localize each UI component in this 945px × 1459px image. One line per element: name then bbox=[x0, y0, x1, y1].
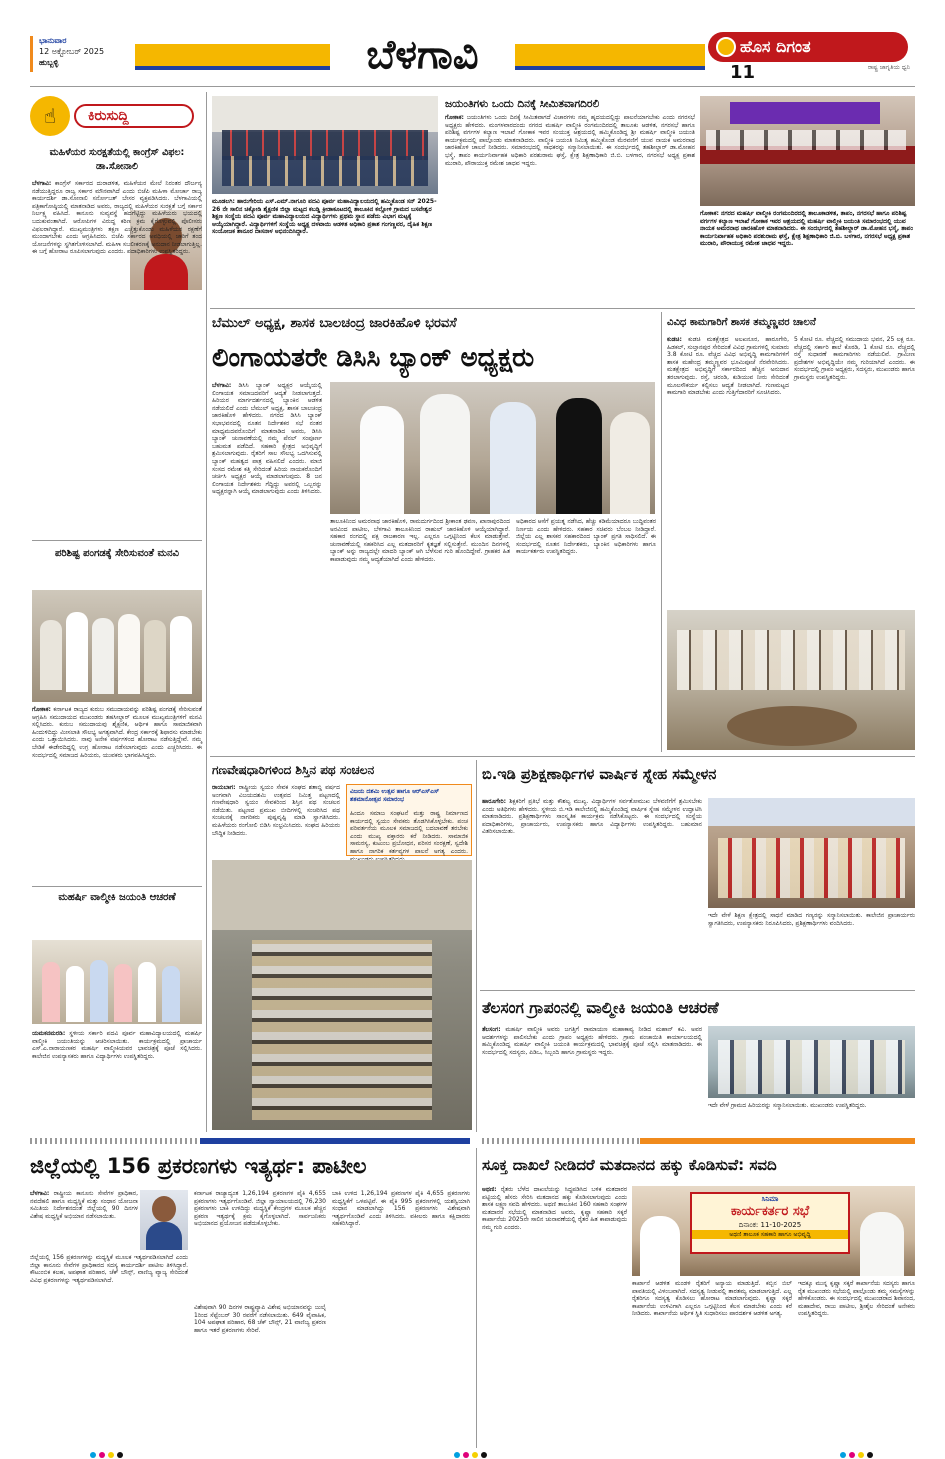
lead-text-col2: ತಾಲೂಕಿನಿಂದ ಅಮರನಾಥ ಜಾರಕಿಹೊಳಿ, ರಾಮದುರ್ಗದಿಂದ ಶ್ರೀಕಾಂತ ಢವಣ, ಖಾನಾಪುರದಿಂದ ಅರವಿಂದ ಪಾಟೀಲ, ಬೆಳಗಾವಿ ತಾಲೂಕಿನಿಂದ ರಾಹುಲ್ ಜಾರಕಿಹೊಳಿ ಆಯ್ಕೆಯಾಗಿದ್ದಾರೆ. ಸಹಕಾರ ರಂಗದಲ್ಲಿ ಪಕ್ಷ ರಾಜಕಾರಣ ಇಲ್ಲ. ಎಲ್ಲರೂ ಒಗ್ಗಟ್ಟಿನಿಂದ ಕೆಲಸ ಮಾಡುತ್ತೇವೆ. ಚುನಾವಣೆಯಲ್ಲಿ ಸಹಕರಿಸಿದ ಎಲ್ಲ ಮತದಾರರಿಗೆ ಕೃತಜ್ಞತೆ ಸಲ್ಲಿಸುತ್ತೇನೆ. ಮುಂದಿನ ದಿನಗಳಲ್ಲಿ ಬ್ಯಾಂಕ್ ಅನ್ನು ರಾಜ್ಯದಲ್ಲೇ ಮಾದರಿ ಬ್ಯಾಂಕ್ ಆಗಿ ಬೆಳೆಸುವ ಗುರಿ ಹೊಂದಿದ್ದೇವೆ. ಗ್ರಾಹಕರ ಹಿತ ಕಾಪಾಡುವುದು ನಮ್ಮ ಆದ್ಯತೆಯಾಗಿದೆ ಎಂದು ಹೇಳಿದರು. bbox=[330, 518, 510, 563]
masthead-bar-left bbox=[135, 44, 330, 66]
kiru-suddi-header bbox=[30, 96, 200, 138]
masthead-day: ಭಾನುವಾರ bbox=[39, 36, 67, 45]
rss-sidebox-title: ವಿಜಯ ದಶಮಿ ಉತ್ಸವ ಹಾಗೂ ಆರ್‌ಎಸ್‌ಎಸ್ ಶತಮಾನೋತ್ಸವ ಸಮಾರಂಭ bbox=[350, 788, 440, 803]
banner-board bbox=[690, 1192, 850, 1254]
masthead-date: 12 ಅಕ್ಟೋಬರ್ 2025 bbox=[39, 47, 105, 56]
sidebar-story3-body: ಸ್ಥಳೀಯ ಸರ್ಕಾರಿ ಪದವಿ ಪೂರ್ವ ಮಹಾವಿದ್ಯಾಲಯದಲ್ಲಿ ಮಹರ್ಷಿ ವಾಲ್ಮೀಕಿ ಜಯಂತಿಯನ್ನು ಆಚರಿಸಲಾಯಿತು. ಕಾರ್ಯಕ್ರಮದಲ್ಲಿ ಪ್ರಾಚಾರ್ಯ ಎಸ್.ಎ.ನಾರಾಯಣಕರ ಮಹರ್ಷಿ ವಾಲ್ಮೀಕಿಯವರ ಭಾವಚಿತ್ರಕ್ಕೆ ಪೂಜೆ ಸಲ್ಲಿಸಿದರು. ಕಾಲೇಜಿನ ಉಪನ್ಯಾಸಕರು ಹಾಗೂ ವಿದ್ಯಾರ್ಥಿಗಳು ಉಪಸ್ಥಿತರಿದ್ದರು. bbox=[32, 1030, 202, 1060]
lead-kicker: ಬೆಮುಲ್ ಅಧ್ಯಕ್ಷ, ಶಾಸಕ ಬಾಲಚಂದ್ರ ಜಾರಕಿಹೊಳಿ ಭರವಸೆ bbox=[212, 316, 457, 331]
sidebar-divider-1 bbox=[32, 540, 202, 541]
jayanti-body: ಜಯಂತಿಗಳು ಒಂದು ದಿನಕ್ಕೆ ಸೀಮಿತವಾಗದೆ ವಿಚಾರಗಳು ನಮ್ಮ ಹೃದಯದಲ್ಲಿದ್ದು ಪಾಲನೆಯಾಗಬೇಕು ಎಂದು ನಗರಸಭೆ ಅಧ್ಯಕ್ಷರು ಹೇಳಿದರು. ಮಂಗಳವಾರದಂದು ನಗರದ ಮಹರ್ಷಿ ವಾಲ್ಮೀಕಿ ರಂಗಮಂದಿರದಲ್ಲಿ ತಾಲೂಕು ಆಡಳಿತ, ನಗರಸಭೆ ಹಾಗೂ ಪರಿಶಿಷ್ಟ ವರ್ಗಗಳ ಕಲ್ಯಾಣ ಇಲಾಖೆ ಗೋಕಾಕ ಇವರ ಸಂಯುಕ್ತ ಆಶ್ರಯದಲ್ಲಿ ಹಮ್ಮಿಕೊಂಡಿದ್ದ ಶ್ರೀ ಮಹರ್ಷಿ ವಾಲ್ಮೀಕಿ ಜಯಂತಿ ಕಾರ್ಯಕ್ರಮದಲ್ಲಿ ಪಾಲ್ಗೊಂಡು ಮಾತನಾಡಿದರು. ವಾಲ್ಮೀಕಿ ಜಯಂತಿ ನಿಮಿತ್ಯ ಹಮ್ಮಿಕೊಂಡ ಮೆರವಣಿಗೆ ಯುವ ನಾಯಕ ಅಮರನಾಥ ಜಾರಕಿಹೊಳಿ ಚಾಲನೆ ನೀಡಿದರು. ಸಮಾರಂಭದಲ್ಲಿ ಸಾಧಕರನ್ನು ಸನ್ಮಾನಿಸಲಾಯಿತು. ಈ ಸಂದರ್ಭದಲ್ಲಿ ತಹಶೀಲ್ದಾರ್ ಡಾ.ಮೋಹನ ಭಸ್ಮೆ, ತಾಪಂ ಕಾರ್ಯನಿರ್ವಾಹಕ ಅಧಿಕಾರಿ ಪರಶುರಾಮ ಘಸ್ತೆ, ಕ್ಷೇತ್ರ ಶಿಕ್ಷಣಾಧಿಕಾರಿ ಜಿ.ಬಿ. ಬಳಗಾರ, ನಗರಸಭೆ ಅಧ್ಯಕ್ಷ ಪ್ರಕಾಶ ಮುರಾರಿ, ಪೌರಾಯುಕ್ತ ರಮೇಶ ಜಾಧವ ಇದ್ದರು. bbox=[445, 114, 695, 167]
sidebar-story3-dateline: ಯಮಕನಮರಡಿ: bbox=[32, 1030, 66, 1037]
page-number: 11 bbox=[730, 62, 756, 83]
jayanti-stage-photo bbox=[700, 96, 915, 206]
telsang-caption: ಇದೇ ವೇಳೆ ಗ್ರಾಮದ ಹಿರಿಯರನ್ನು ಸನ್ಮಾನಿಸಲಾಯಿತು. ಮುಖಂಡರು ಉಪಸ್ಥಿತರಿದ್ದರು. bbox=[708, 1102, 867, 1109]
brand-emblem-icon bbox=[716, 37, 736, 57]
brand-logo bbox=[708, 32, 908, 62]
lead-works-rule bbox=[661, 312, 662, 752]
lead-body-1: ಡಿಸಿಸಿ ಬ್ಯಾಂಕ್ ಅಧ್ಯಕ್ಷರ ಆಯ್ಕೆಯಲ್ಲಿ ಲಿಂಗಾಯತ ಸಮಾಜದವರಿಗೆ ಆದ್ಯತೆ ನೀಡಲಾಗುತ್ತದೆ. ಹಿರಿಯರ ಮಾರ್ಗದರ್ಶನದಲ್ಲಿ ಬ್ಯಾಂಕಿನ ಆಡಳಿತ ನಡೆಯಲಿದೆ ಎಂದು ಬೆಮುಲ್ ಅಧ್ಯಕ್ಷ, ಶಾಸಕ ಬಾಲಚಂದ್ರ ಜಾರಕಿಹೊಳಿ ಹೇಳಿದರು. ನಗರದ ಡಿಸಿಸಿ ಬ್ಯಾಂಕ್ ಸಭಾಭವನದಲ್ಲಿ ನೂತನ ನಿರ್ದೇಶಕರ ಸಭೆ ನಂತರ ಮಾಧ್ಯಮದವರೊಂದಿಗೆ ಮಾತನಾಡಿದ ಅವರು, ಡಿಸಿಸಿ ಬ್ಯಾಂಕ್ ಚುನಾವಣೆಯಲ್ಲಿ ನಮ್ಮ ಪೆನಲ್ ಸಂಪೂರ್ಣ ಬಹುಮತ ಪಡೆದಿದೆ. ಸಹಕಾರಿ ಕ್ಷೇತ್ರದ ಅಭಿವೃದ್ಧಿಗೆ ಶ್ರಮಿಸಲಾಗುವುದು. ರೈತರಿಗೆ ಸಾಲ ಸೌಲಭ್ಯ ಒದಗಿಸುವಲ್ಲಿ ಬ್ಯಾಂಕ್ ಮಹತ್ವದ ಪಾತ್ರ ವಹಿಸಲಿದೆ ಎಂದರು. ಮಾಜಿ ಸಂಸದ ರಮೇಶ ಕತ್ತಿ ಸೇರಿದಂತೆ ಹಿರಿಯ ನಾಯಕರೊಂದಿಗೆ ಚರ್ಚಿಸಿ ಅಧ್ಯಕ್ಷರ ಆಯ್ಕೆ ಮಾಡಲಾಗುವುದು. 8 ಜನ ಲಿಂಗಾಯತ ನಿರ್ದೇಶಕರು ಗೆದ್ದಿದ್ದು ಅವರಲ್ಲಿ ಒಬ್ಬರನ್ನು ಅಧ್ಯಕ್ಷರನ್ನಾಗಿ ಆಯ್ಕೆ ಮಾಡಲಾಗುವುದು ಎಂದು ತಿಳಿಸಿದರು. bbox=[212, 382, 322, 496]
bottom-strip-right-accent bbox=[640, 1138, 915, 1144]
works-headline: ವಿವಿಧ ಕಾಮಗಾರಿಗೆ ಶಾಸಕ ತಮ್ಮಣ್ಣವರ ಚಾಲನೆ bbox=[667, 317, 816, 328]
bed-text bbox=[482, 798, 702, 988]
jayanti-text bbox=[445, 114, 695, 304]
sidebar-story3-headline: ಮಹರ್ಷಿ ವಾಲ್ಮೀಕಿ ಜಯಂತಿ ಆಚರಣೆ bbox=[58, 892, 176, 903]
sidebar-story2-text bbox=[32, 706, 202, 876]
print-registration-dots-center bbox=[454, 1452, 487, 1458]
works-photo bbox=[667, 610, 915, 750]
jayanti-dateline: ಗೋಕಾಕ: bbox=[445, 114, 464, 121]
masthead-city: ಹುಬ್ಬಳ್ಳಿ bbox=[39, 58, 59, 67]
bottom-right-headline: ಸೂಕ್ತ ದಾಖಲೆ ನೀಡಿದರೆ ಮತದಾನದ ಹಕ್ಕು ಕೊಡಿಸುವೆ: ಸವದಿ bbox=[482, 1156, 777, 1174]
bottom-left-col1-bottom: ಜಿಲ್ಲೆಯಲ್ಲಿ 156 ಪ್ರಕರಣಗಳನ್ನು ಮಧ್ಯಸ್ಥಿಕೆ ಮೂಲಕ ಇತ್ಯರ್ಥಪಡಿಸಲಾಗಿದೆ ಎಂದು ಜಿಲ್ಲಾ ಕಾನೂನು ಸೇವೆಗಳ ಪ್ರಾಧಿಕಾರದ ಸದಸ್ಯ ಕಾರ್ಯದರ್ಶಿ ಪಾಟೀಲ ತಿಳಿಸಿದ್ದಾರೆ. ಕೌಟುಂಬಿಕ ಕಲಹ, ಅಪಘಾತ ಪರಿಹಾರ, ಚೆಕ್ ಬೌನ್ಸ್, ವಾಣಿಜ್ಯ ವ್ಯಾಜ್ಯ ಸೇರಿದಂತೆ ವಿವಿಧ ಪ್ರಕರಣಗಳನ್ನು ಇತ್ಯರ್ಥಪಡಿಸಲಾಗಿದೆ. bbox=[30, 1254, 188, 1284]
bottom-left-dateline: ಬೆಳಗಾವಿ: bbox=[30, 1190, 50, 1197]
works-dateline: ಕುಡಚಿ: bbox=[667, 336, 682, 343]
bottom-left-col3: ಬಾಕಿ ಉಳಿದ 1,26,194 ಪ್ರಕರಣಗಳ ಪೈಕಿ 4,655 ಪ್ರಕರಣಗಳು ಮಧ್ಯಸ್ಥಿಕೆಗೆ ಒಳಪಟ್ಟಿವೆ. ಈ ಪೈಕಿ 995 ಪ್ರಕರಣಗಳಲ್ಲಿ ಯಶಸ್ವಿಯಾಗಿ ಸಂಧಾನ ಮಾಡಲಾಗಿದ್ದು 156 ಪ್ರಕರಣಗಳು ವಿಶೇಷವಾಗಿ ಇತ್ಯರ್ಥಗೊಂಡಿವೆ ಎಂದು ತಿಳಿಸಿದರು. ವಕೀಲರು ಹಾಗೂ ಕಕ್ಷಿದಾರರು ಸಹಕರಿಸಿದ್ದಾರೆ. bbox=[332, 1190, 470, 1228]
masthead bbox=[0, 0, 945, 88]
kabaddi-team-photo bbox=[212, 96, 438, 194]
bed-caption: ಇದೇ ವೇಳೆ ಶಿಕ್ಷಣ ಕ್ಷೇತ್ರದಲ್ಲಿ ಸಾಧನೆ ಮಾಡಿದ ಗಣ್ಯರನ್ನು ಸನ್ಮಾನಿಸಲಾಯಿತು. ಕಾಲೇಜಿನ ಪ್ರಾಚಾರ್ಯರು ಸ್ವಾಗತಿಸಿದರು, ಉಪನ್ಯಾಸಕರು ನಿರೂಪಿಸಿದರು, ಪ್ರಶಿಕ್ಷಣಾರ್ಥಿಗಳು ವಂದಿಸಿದರು. bbox=[708, 912, 915, 927]
banner-date-text: ದಿನಾಂಕ: 11-10-2025 bbox=[738, 1221, 802, 1229]
bottom-strip-left-accent bbox=[200, 1138, 470, 1144]
rss-bed-rule bbox=[476, 760, 477, 1132]
bottom-right-dateline: ಅಥಣಿ: bbox=[482, 1186, 497, 1193]
telsang-headline: ತೆಲಸಂಗ ಗ್ರಾಪಂನಲ್ಲಿ ವಾಲ್ಮೀಕಿ ಜಯಂತಿ ಆಚರಣೆ bbox=[482, 999, 719, 1017]
section-title: ಬೆಳಗಾವಿ bbox=[366, 32, 479, 78]
kiru-suddi-title: ಕಿರುಸುದ್ದಿ bbox=[88, 108, 129, 124]
works-text-col2: 5 ಕೋಟಿ ರೂ. ವೆಚ್ಚದಲ್ಲಿ ಸಮುದಾಯ ಭವನ, 25 ಲಕ್ಷ ರೂ. ವೆಚ್ಚದಲ್ಲಿ ಸರ್ಕಾರಿ ಶಾಲೆ ಕೊಠಡಿ, 1 ಕೋಟಿ ರೂ. ವೆಚ್ಚದಲ್ಲಿ ರಸ್ತೆ ಸುಧಾರಣೆ ಕಾಮಗಾರಿಗಳು ನಡೆಯಲಿವೆ. ಗ್ರಾಮೀಣ ಪ್ರದೇಶಗಳ ಅಭಿವೃದ್ಧಿಯೇ ನಮ್ಮ ಗುರಿಯಾಗಿದೆ ಎಂದರು. ಈ ಸಂದರ್ಭದಲ್ಲಿ ಗ್ರಾಪಂ ಅಧ್ಯಕ್ಷರು, ಸದಸ್ಯರು, ಮುಖಂಡರು ಹಾಗೂ ಗ್ರಾಮಸ್ಥರು ಉಪಸ್ಥಿತರಿದ್ದರು. bbox=[794, 336, 915, 381]
rss-sidebox bbox=[346, 784, 472, 856]
brand-name: ಹೊಸ ದಿಗಂತ bbox=[740, 37, 811, 56]
banner-foot-text: ಅಥಣಿ ತಾಲೂಕ ಸಹಕಾರಿ ಹಾಗೂ ಅಭಿವೃದ್ಧಿ bbox=[692, 1230, 848, 1239]
bed-telsang-divider bbox=[480, 990, 915, 991]
masthead-divider bbox=[30, 86, 915, 87]
top-row-divider bbox=[210, 308, 915, 309]
sidebar-story1-dateline: ಬೆಳಗಾವಿ: bbox=[32, 180, 52, 187]
sidebar-story1-headline: ಮಹಿಳೆಯರ ಸುರಕ್ಷತೆಯಲ್ಲಿ ಕಾಂಗ್ರೆಸ್ ವಿಫಲ: ಡಾ.ಸೋನಾಲಿ bbox=[49, 147, 185, 172]
lead-text-col1 bbox=[212, 382, 322, 714]
savadi-meeting-photo bbox=[632, 1186, 915, 1276]
banner-top-text: ಸಿನಿಮಾ bbox=[761, 1195, 779, 1203]
rss-dateline: ರಾಯಬಾಗ: bbox=[212, 784, 236, 791]
sidebar-story2-photo bbox=[32, 590, 202, 702]
bottom-right-body-1: ರೈತರು ಬೆಳೆದ ದಾಖಲೆಯನ್ನು ಸಿದ್ಧಪಡಿಸಿದ ಬಳಿಕ ಮತದಾರರ ಪಟ್ಟಿಯಲ್ಲಿ ಹೆಸರು ಸೇರಿಸಿ ಮತದಾನದ ಹಕ್ಕು ಕೊಡಿಸಲಾಗುವುದು ಎಂದು ಶಾಸಕ ಲಕ್ಷ್ಮಣ ಸವದಿ ಹೇಳಿದರು. ಅಥಣಿ ತಾಲೂಕಿನ 160 ಸಹಕಾರಿ ಸಂಘಗಳ ಮತದಾರರ ಸಭೆಯಲ್ಲಿ ಮಾತನಾಡಿದ ಅವರು, ಕೃಷ್ಣಾ ಸಹಕಾರಿ ಸಕ್ಕರೆ ಕಾರ್ಖಾನೆಯ 2025ನೇ ಸಾಲಿನ ಚುನಾವಣೆಯಲ್ಲಿ ರೈತರ ಹಿತ ಕಾಪಾಡುವುದು ನಮ್ಮ ಗುರಿ ಎಂದರು. bbox=[482, 1186, 627, 1231]
bed-headline: ಬಿ.ಇಡಿ ಪ್ರಶಿಕ್ಷಣಾರ್ಥಿಗಳ ವಾರ್ಷಿಕ ಸ್ನೇಹ ಸಮ್ಮೇಳನ bbox=[482, 767, 717, 783]
patil-portrait bbox=[140, 1190, 188, 1250]
rss-march-photo bbox=[212, 860, 472, 1130]
mid-row-divider bbox=[210, 756, 915, 757]
bottom-left-headline: ಜಿಲ್ಲೆಯಲ್ಲಿ 156 ಪ್ರಕರಣಗಳು ಇತ್ಯರ್ಥ: ಪಾಟೀಲ bbox=[30, 1154, 367, 1178]
rss-headline: ಗಣವೇಷಧಾರಿಗಳಿಂದ ಶಿಸ್ತಿನ ಪಥ ಸಂಚಲನ bbox=[212, 763, 375, 777]
rss-sidebox-body: ಹಿಂದೂ ಸಮಾಜ ಸಂಘಟನೆ ಮತ್ತು ರಾಷ್ಟ್ರ ನಿರ್ಮಾಣದ ಕಾರ್ಯದಲ್ಲಿ ಸ್ವಯಂ ಸೇವಕರು ತೊಡಗಿಸಿಕೊಳ್ಳಬೇಕು. ಪಂಚ ಪರಿವರ್ತನೆಯ ಮೂಲಕ ಸಮಾಜದಲ್ಲಿ ಬದಲಾವಣೆ ತರಬೇಕು ಎಂದು ಮುಖ್ಯ ವಕ್ತಾರರು ಕರೆ ನೀಡಿದರು. ಸಾಮಾಜಿಕ ಸಾಮರಸ್ಯ, ಕುಟುಂಬ ಪ್ರಬೋಧನ, ಪರಿಸರ ಸಂರಕ್ಷಣೆ, ಸ್ವದೇಶಿ ಹಾಗೂ ನಾಗರಿಕ ಕರ್ತವ್ಯಗಳ ಪಾಲನೆ ಅಗತ್ಯ ಎಂದರು. bbox=[350, 810, 468, 855]
bottom-left-col2: ಕರ್ನಾಟಕ ರಾಜ್ಯಾದ್ಯಂತ 1,26,194 ಪ್ರಕರಣಗಳ ಪೈಕಿ 4,655 ಪ್ರಕರಣಗಳು ಇತ್ಯರ್ಥಗೊಂಡಿವೆ. ಜಿಲ್ಲಾ ನ್ಯಾಯಾಲಯದಲ್ಲಿ 76,230 ಪ್ರಕರಣಗಳು ಬಾಕಿ ಉಳಿದಿದ್ದು ಮಧ್ಯಸ್ಥಿಕೆ ಕೇಂದ್ರಗಳ ಮೂಲಕ ಹೆಚ್ಚಿನ ಪ್ರಕರಣ ಇತ್ಯರ್ಥಕ್ಕೆ ಕ್ರಮ ಕೈಗೊಳ್ಳಲಾಗಿದೆ. ಸಾರ್ವಜನಿಕರು ಅಭಿಯಾನದ ಪ್ರಯೋಜನ ಪಡೆದುಕೊಳ್ಳಬೇಕು. bbox=[194, 1190, 326, 1228]
masthead-bar-right-blue bbox=[515, 66, 705, 70]
sidebar-story2-body: ಕರ್ನಾಟಕ ರಾಜ್ಯದ ಕುರುಬ ಸಮುದಾಯವನ್ನು ಪರಿಶಿಷ್ಟ ಪಂಗಡಕ್ಕೆ ಸೇರಿಸುವಂತೆ ಆಗ್ರಹಿಸಿ ಸಮುದಾಯದ ಮುಖಂಡರು ತಹಸೀಲ್ದಾರ್ ಮೂಲಕ ಮುಖ್ಯಮಂತ್ರಿಗಳಿಗೆ ಮನವಿ ಸಲ್ಲಿಸಿದರು. ಕುರುಬ ಸಮುದಾಯವು ಶೈಕ್ಷಣಿಕ, ಆರ್ಥಿಕ ಹಾಗೂ ಸಾಮಾಜಿಕವಾಗಿ ಹಿಂದುಳಿದಿದ್ದು ಮೀಸಲಾತಿ ಸೌಲಭ್ಯ ಅಗತ್ಯವಾಗಿದೆ. ಕೇಂದ್ರ ಸರ್ಕಾರಕ್ಕೆ ಶಿಫಾರಸು ಮಾಡಬೇಕು ಎಂದು ಒತ್ತಾಯಿಸಿದರು. ನಾವು ಅನೇಕ ವರ್ಷಗಳಿಂದ ಹೋರಾಟ ನಡೆಸುತ್ತಿದ್ದೇವೆ. ನಮ್ಮ ಬೇಡಿಕೆ ಈಡೇರದಿದ್ದಲ್ಲಿ ಉಗ್ರ ಹೋರಾಟ ನಡೆಸಲಾಗುವುದು ಎಂದು ಎಚ್ಚರಿಸಿದರು. ಈ ಸಂದರ್ಭದಲ್ಲಿ ಸಮಾಜದ ಹಿರಿಯರು, ಯುವಕರು ಭಾಗವಹಿಸಿದ್ದರು. bbox=[32, 706, 202, 759]
sidebar-story2-dateline: ಗೋಕಾಕ: bbox=[32, 706, 51, 713]
print-registration-dots-left bbox=[90, 1452, 123, 1458]
jayanti-headline: ಜಯಂತಿಗಳು ಒಂದು ದಿನಕ್ಕೆ ಸೀಮಿತವಾಗದಿರಲಿ bbox=[445, 98, 600, 110]
telsang-dateline: ತೆಲಸಂಗ: bbox=[482, 1026, 501, 1033]
bottom-vertical-rule bbox=[476, 1148, 477, 1448]
lead-headline: ಲಿಂಗಾಯತರೇ ಡಿಸಿಸಿ ಬ್ಯಾಂಕ್ ಅಧ್ಯಕ್ಷರು bbox=[212, 343, 535, 373]
lead-text-col3: ಅಧಿಕಾರದ ಆಸೆಗೆ ಪ್ರಯತ್ನ ನಡೆಸಿದ, ಹೆಚ್ಚು ಕಡಿಮೆಯಾದರೂ ಬುದ್ಧಿವಂತರ ನಿರ್ಣಯ ಎಂದು ಹೇಳಿದರು. ಸಹಕಾರ ಸಚಿವರು ಬೆಂಬಲ ನೀಡಿದ್ದಾರೆ. ಜಿಲ್ಲೆಯ ಎಲ್ಲ ಶಾಸಕರ ಸಹಕಾರದಿಂದ ಬ್ಯಾಂಕ್ ಪ್ರಗತಿ ಸಾಧಿಸಲಿದೆ. ಈ ಸಂದರ್ಭದಲ್ಲಿ ನೂತನ ನಿರ್ದೇಶಕರು, ಬ್ಯಾಂಕಿನ ಅಧಿಕಾರಿಗಳು ಹಾಗೂ ಕಾರ್ಯಕರ್ತರು ಉಪಸ್ಥಿತರಿದ್ದರು. bbox=[516, 518, 656, 556]
masthead-date-block bbox=[30, 36, 130, 72]
bottom-right-col2: ಕಾರ್ಖಾನೆ ಆಡಳಿತ ಮಂಡಳಿ ರೈತರಿಗೆ ಅನ್ಯಾಯ ಮಾಡುತ್ತಿದೆ. ಕಬ್ಬಿನ ಬಿಲ್ ಪಾವತಿಯಲ್ಲಿ ವಿಳಂಬವಾಗಿದೆ. ಸದಸ್ಯತ್ವ ನೀಡುವಲ್ಲಿ ತಾರತಮ್ಯ ಮಾಡಲಾಗುತ್ತಿದೆ. ಎಲ್ಲ ರೈತರಿಗೂ ಸದಸ್ಯತ್ವ ಕೊಡಿಸಲು ಹೋರಾಟ ಮಾಡಲಾಗುವುದು. ಕೃಷ್ಣಾ ಸಕ್ಕರೆ ಕಾರ್ಖಾನೆಯ ಉಳಿವಿಗಾಗಿ ಎಲ್ಲರೂ ಒಗ್ಗಟ್ಟಿನಿಂದ ಕೆಲಸ ಮಾಡಬೇಕು ಎಂದು ಕರೆ ನೀಡಿದರು. ಕಾರ್ಖಾನೆಯ ಆರ್ಥಿಕ ಸ್ಥಿತಿ ಸುಧಾರಿಸಲು ಪಾರದರ್ಶಕ ಆಡಳಿತ ಅಗತ್ಯ. bbox=[632, 1280, 792, 1318]
sidebar-vertical-rule bbox=[206, 92, 207, 1132]
telsang-body: ಮಹರ್ಷಿ ವಾಲ್ಮೀಕಿ ಅವರು ಜಗತ್ತಿಗೆ ರಾಮಾಯಣ ಮಹಾಕಾವ್ಯ ನೀಡಿದ ಮಹಾನ್ ಕವಿ. ಅವರ ಆದರ್ಶಗಳನ್ನು ಪಾಲಿಸಬೇಕು ಎಂದು ಗ್ರಾಪಂ ಅಧ್ಯಕ್ಷರು ಹೇಳಿದರು. ಗ್ರಾಮ ಪಂಚಾಯಿತಿ ಕಾರ್ಯಾಲಯದಲ್ಲಿ ಹಮ್ಮಿಕೊಂಡಿದ್ದ ಮಹರ್ಷಿ ವಾಲ್ಮೀಕಿ ಜಯಂತಿ ಕಾರ್ಯಕ್ರಮದಲ್ಲಿ ಭಾವಚಿತ್ರಕ್ಕೆ ಪೂಜೆ ಸಲ್ಲಿಸಿ ಮಾತನಾಡಿದರು. ಈ ಸಂದರ್ಭದಲ್ಲಿ ಸದಸ್ಯರು, ಪಿಡಿಒ, ಸಿಬ್ಬಂದಿ ಹಾಗೂ ಗ್ರಾಮಸ್ಥರು ಇದ್ದರು. bbox=[482, 1026, 702, 1056]
masthead-bar-right bbox=[515, 44, 705, 66]
bottom-left-body-1: ರಾಷ್ಟ್ರೀಯ ಕಾನೂನು ಸೇವೆಗಳ ಪ್ರಾಧಿಕಾರ, ನವದೆಹಲಿ ಹಾಗೂ ಮಧ್ಯಸ್ಥಿಕೆ ಮತ್ತು ಸಂಧಾನ ಯೋಜನಾ ಸಮಿತಿಯ ನಿರ್ದೇಶನದಂತೆ ಜಿಲ್ಲೆಯಲ್ಲಿ 90 ದಿನಗಳ ವಿಶೇಷ ಮಧ್ಯಸ್ಥಿಕೆ ಅಭಿಯಾನ ನಡೆಸಲಾಯಿತು. bbox=[30, 1190, 138, 1220]
bottom-right-col1 bbox=[482, 1186, 627, 1450]
bed-photo bbox=[708, 798, 915, 908]
sidebar-story1-text bbox=[32, 180, 202, 530]
sidebar-divider-2 bbox=[32, 886, 202, 887]
jayanti-stage-caption: ಗೋಕಾಕ: ನಗರದ ಮಹರ್ಷಿ ವಾಲ್ಮೀಕಿ ರಂಗಮಂದಿರದಲ್ಲಿ ತಾಲೂಕಾಡಳಿತ, ತಾಪಂ, ನಗರಸಭೆ ಹಾಗೂ ಪರಿಶಿಷ್ಟ ವರ್ಗಗಳ ಕಲ್ಯಾಣ ಇಲಾಖೆ ಗೋಕಾಕ ಇವರ ಆಶ್ರಯದಲ್ಲಿ ಮಹರ್ಷಿ ವಾಲ್ಮೀಕಿ ಜಯಂತಿ ಸಮಾರಂಭದಲ್ಲಿ ಯುವ ನಾಯಕ ಅಮರನಾಥ ಜಾರಕಿಹೊಳಿ ಮಾತನಾಡಿದರು. ಈ ಸಂದರ್ಭದಲ್ಲಿ ತಹಶೀಲ್ದಾರ್ ಡಾ.ಮೋಹನ ಭಸ್ಮೆ, ತಾಪಂ ಕಾರ್ಯನಿರ್ವಾಹಕ ಅಧಿಕಾರಿ ಪರಶುರಾಮ ಘಸ್ತೆ, ಕ್ಷೇತ್ರ ಶಿಕ್ಷಣಾಧಿಕಾರಿ ಜಿ.ಬಿ. ಬಳಗಾರ, ನಗರಸಭೆ ಅಧ್ಯಕ್ಷ ಪ್ರಕಾಶ ಮುರಾರಿ, ಪೌರಾಯುಕ್ತ ರಮೇಶ ಜಾಧವ ಇದ್ದರು. bbox=[700, 210, 914, 248]
sidebar-story3-photo bbox=[32, 940, 202, 1024]
sidebar-story3-text bbox=[32, 1030, 202, 1130]
telsang-photo bbox=[708, 1026, 915, 1098]
sidebar-story1-body: ಕಾಂಗ್ರೆಸ್ ಸರ್ಕಾರದ ದುರಾಡಳಿತ, ಮಹಿಳೆಯರ ಮೇಲೆ ನಿರಂತರ ದೌರ್ಜನ್ಯ ನಡೆಯುತ್ತಿದ್ದರೂ ರಾಜ್ಯ ಸರ್ಕಾರ ಮೌನವಾಗಿದೆ ಎಂದು ಬಿಜೆಪಿ ಮಹಿಳಾ ಮೋರ್ಚಾ ರಾಜ್ಯ ಕಾರ್ಯದರ್ಶಿ ಡಾ.ಸೋನಾಲಿ ಸರ್ನೋಬತ್ ಬೇಸರ ವ್ಯಕ್ತಪಡಿಸಿದರು. ಬೆಳಗಾವಿಯಲ್ಲಿ ಪತ್ರಿಕಾಗೋಷ್ಠಿಯಲ್ಲಿ ಮಾತನಾಡಿದ ಅವರು, ರಾಜ್ಯದಲ್ಲಿ ಮಹಿಳೆಯರ ಸುರಕ್ಷತೆ ಬಗ್ಗೆ ಸರ್ಕಾರ ನಿರ್ಲಕ್ಷ್ಯ ವಹಿಸಿದೆ. ಕಾನೂನು ಸುವ್ಯವಸ್ಥೆ ಹದಗೆಟ್ಟಿದ್ದು ಮಹಿಳೆಯರು ಭಯದಲ್ಲಿ ಬದುಕುವಂತಾಗಿದೆ. ಆರೋಪಿಗಳ ವಿರುದ್ಧ ಕಠಿಣ ಕ್ರಮ ಕೈಗೊಳ್ಳುವಲ್ಲಿ ಪೊಲೀಸರು ವಿಫಲರಾಗಿದ್ದಾರೆ. ಮುಖ್ಯಮಂತ್ರಿಗಳು ತಕ್ಷಣ ಎಚ್ಚೆತ್ತುಕೊಂಡು ಮಹಿಳೆಯರ ರಕ್ಷಣೆಗೆ ಮುಂದಾಗಬೇಕು ಎಂದು ಆಗ್ರಹಿಸಿದರು. ಬಿಜೆಪಿ ಸರ್ಕಾರದ ಅವಧಿಯಲ್ಲಿ ಜಾರಿಗೆ ತಂದ ಯೋಜನೆಗಳನ್ನು ಸ್ಥಗಿತಗೊಳಿಸಲಾಗಿದೆ. ಮಹಿಳಾ ಸಬಲೀಕರಣಕ್ಕೆ ಅನುದಾನ ನೀಡಲಾಗುತ್ತಿಲ್ಲ. ಈ ಬಗ್ಗೆ ಹೋರಾಟ ರೂಪಿಸಲಾಗುವುದು ಎಂದರು. ಪದಾಧಿಕಾರಿಗಳು ಉಪಸ್ಥಿತರಿದ್ದರು. bbox=[32, 180, 202, 256]
brand-tagline: ರಾಷ್ಟ್ರ ಜಾಗೃತಿಯ ಧ್ವನಿ bbox=[867, 64, 910, 71]
sidebar-story2-headline: ಪರಿಶಿಷ್ಟ ಪಂಗಡಕ್ಕೆ ಸೇರಿಸುವಂತೆ ಮನವಿ bbox=[54, 548, 180, 559]
print-registration-dots-right bbox=[840, 1452, 873, 1458]
banner-main-text: ಕಾರ್ಯಕರ್ತರ ಸಭೆ bbox=[730, 1204, 810, 1219]
works-body-1: ಕುಡಚಿ ಮತಕ್ಷೇತ್ರದ ಅಲಖನೂರ, ಹಾರೂಗೇರಿ, ಹಿಡಕಲ್, ಸುಲ್ತಾನಪುರ ಸೇರಿದಂತೆ ವಿವಿಧ ಗ್ರಾಮಗಳಲ್ಲಿ ಸುಮಾರು 3.8 ಕೋಟಿ ರೂ. ವೆಚ್ಚದ ವಿವಿಧ ಅಭಿವೃದ್ಧಿ ಕಾಮಗಾರಿಗಳಿಗೆ ಶಾಸಕ ಮಹೇಂದ್ರ ತಮ್ಮಣ್ಣವರ ಭೂಮಿಪೂಜೆ ನೆರವೇರಿಸಿದರು. ಮತಕ್ಷೇತ್ರದ ಅಭಿವೃದ್ಧಿಗೆ ಸರ್ಕಾರದಿಂದ ಹೆಚ್ಚಿನ ಅನುದಾನ ತರಲಾಗುವುದು. ರಸ್ತೆ, ಚರಂಡಿ, ಕುಡಿಯುವ ನೀರು ಸೇರಿದಂತೆ ಮೂಲಸೌಕರ್ಯ ಕಲ್ಪಿಸಲು ಆದ್ಯತೆ ನೀಡಲಾಗಿದೆ. ಗುಣಮಟ್ಟದ ಕಾಮಗಾರಿ ಮಾಡಬೇಕು ಎಂದು ಗುತ್ತಿಗೆದಾರರಿಗೆ ಸೂಚಿಸಿದರು. bbox=[667, 336, 789, 397]
works-text-col1 bbox=[667, 336, 789, 606]
rss-body: ರಾಷ್ಟ್ರೀಯ ಸ್ವಯಂ ಸೇವಕ ಸಂಘದ ಶತಾಬ್ದಿ ವರ್ಷದ ಅಂಗವಾಗಿ ವಿಜಯದಶಮಿ ಉತ್ಸವದ ನಿಮಿತ್ತ ಪಟ್ಟಣದಲ್ಲಿ ಗಣವೇಷಧಾರಿ ಸ್ವಯಂ ಸೇವಕರಿಂದ ಶಿಸ್ತಿನ ಪಥ ಸಂಚಲನ ನಡೆಯಿತು. ಪಟ್ಟಣದ ಪ್ರಮುಖ ಬೀದಿಗಳಲ್ಲಿ ಸಂಚರಿಸಿದ ಪಥ ಸಂಚಲನಕ್ಕೆ ನಾಗರಿಕರು ಪುಷ್ಪವೃಷ್ಟಿ ಮಾಡಿ ಸ್ವಾಗತಿಸಿದರು. ಮಹಿಳೆಯರು ರಂಗೋಲಿ ಬಿಡಿಸಿ ಸಂಭ್ರಮಿಸಿದರು. ಸಂಘದ ಹಿರಿಯರು ಬೌದ್ಧಿಕ ನೀಡಿದರು. bbox=[212, 784, 340, 837]
rss-text bbox=[212, 784, 340, 856]
masthead-bar-left-blue bbox=[135, 66, 330, 70]
telsang-text bbox=[482, 1026, 702, 1130]
bottom-left-col1-top bbox=[30, 1190, 138, 1250]
bottom-right-col3: ಇದಕ್ಕೂ ಮುನ್ನ ಕೃಷ್ಣಾ ಸಕ್ಕರೆ ಕಾರ್ಖಾನೆಯ ಸದಸ್ಯರು ಹಾಗೂ ರೈತ ಮುಖಂಡರು ಸಭೆಯಲ್ಲಿ ಪಾಲ್ಗೊಂಡು ತಮ್ಮ ಸಮಸ್ಯೆಗಳನ್ನು ಹೇಳಿಕೊಂಡರು. ಈ ಸಂದರ್ಭದಲ್ಲಿ ಮುಖಂಡರಾದ ಶಿವಾನಂದ, ಮಹಾದೇವ, ರಾಜು ಪಾಟೀಲ, ಶ್ರೀಶೈಲ ಸೇರಿದಂತೆ ಅನೇಕರು ಉಪಸ್ಥಿತರಿದ್ದರು. bbox=[798, 1280, 915, 1318]
hand-pointer-icon: ☝ bbox=[30, 96, 70, 136]
kabaddi-caption: ಮೂಡಲಗಿ: ಹಾರುಗೇರಿಯ ಎಸ್.ಎಮ್.ನಾಗೂರಿ ಪದವಿ ಪೂರ್ವ ಮಹಾವಿದ್ಯಾಲಯದಲ್ಲಿ ಹಮ್ಮಿಕೊಂಡ ಸನ್ 2025-26 ನೇ ಸಾಲಿನ ಚಿಕ್ಕೋಡಿ ಶೈಕ್ಷಣಿಕ ಜಿಲ್ಲಾ ಮಟ್ಟದ ಕಬಡ್ಡಿ ಕ್ರೀಡಾಕೂಟದಲ್ಲಿ ತಾಲೂಕಿನ ಕಲ್ಲೋಳಿ ಗ್ರಾಮದ ಬಸವೇಶ್ವರ ಶಿಕ್ಷಣ ಸಂಸ್ಥೆಯ ಪದವಿ ಪೂರ್ವ ಮಹಾವಿದ್ಯಾಲಯದ ವಿದ್ಯಾರ್ಥಿಗಳು ಪ್ರಥಮ ಸ್ಥಾನ ಪಡೆದು ವಿಭಾಗ ಮಟ್ಟಕ್ಕೆ ಆಯ್ಕೆಯಾಗಿದ್ದಾರೆ. ವಿದ್ಯಾರ್ಥಿಗಳಿಗೆ ಸಂಸ್ಥೆಯ ಅಧ್ಯಕ್ಷ ದಳವಾಯಿ ಆಡಳಿತ ಅಧಿಕಾರಿ ಪ್ರಕಾಶ ಗಂಗಣ್ಣವರ, ದೈಹಿಕ ಶಿಕ್ಷಣ ಸಂಯೋಜಕ ಶಾನೂರ ದಾಸನಾಳ ಅಭಿನಂದಿಸಿದ್ದಾರೆ. bbox=[212, 198, 437, 236]
bed-body: ಶಿಕ್ಷಕರಿಗೆ ಪ್ರತಿಭೆ ಮತ್ತು ಕೌಶಲ್ಯ ಮುಖ್ಯ. ವಿದ್ಯಾರ್ಥಿಗಳ ಸರ್ವತೋಮುಖ ಬೆಳವಣಿಗೆಗೆ ಶ್ರಮಿಸಬೇಕು ಎಂದು ಅತಿಥಿಗಳು ಹೇಳಿದರು. ಸ್ಥಳೀಯ ಬಿ.ಇಡಿ ಕಾಲೇಜಿನಲ್ಲಿ ಹಮ್ಮಿಕೊಂಡಿದ್ದ ವಾರ್ಷಿಕ ಸ್ನೇಹ ಸಮ್ಮೇಳನ ಉದ್ಘಾಟಿಸಿ ಮಾತನಾಡಿದರು. ಪ್ರಶಿಕ್ಷಣಾರ್ಥಿಗಳು ಸಾಂಸ್ಕೃತಿಕ ಕಾರ್ಯಕ್ರಮ ನಡೆಸಿಕೊಟ್ಟರು. ಈ ಸಂದರ್ಭದಲ್ಲಿ ಸಂಸ್ಥೆಯ ಪದಾಧಿಕಾರಿಗಳು, ಪ್ರಾಚಾರ್ಯರು, ಉಪನ್ಯಾಸಕರು ಹಾಗೂ ವಿದ್ಯಾರ್ಥಿಗಳು ಉಪಸ್ಥಿತರಿದ್ದರು. ಬಹುಮಾನ ವಿತರಿಸಲಾಯಿತು. bbox=[482, 798, 702, 836]
lead-dateline: ಬೆಳಗಾವಿ: bbox=[212, 382, 232, 389]
bottom-left-col2b: ವಿಶೇಷವಾಗಿ 90 ದಿನಗಳ ರಾಷ್ಟ್ರವ್ಯಾಪಿ ವಿಶೇಷ ಅಭಿಯಾನವನ್ನು ಜುಲೈ 1ರಿಂದ ಸೆಪ್ಟೆಂಬರ್ 30 ರವರೆಗೆ ನಡೆಸಲಾಯಿತು. 649 ವೈವಾಹಿಕ, 104 ಅಪಘಾತ ಪರಿಹಾರ, 68 ಚೆಕ್ ಬೌನ್ಸ್, 21 ವಾಣಿಜ್ಯ ಪ್ರಕರಣ ಹಾಗೂ ಇತರೆ ಪ್ರಕರಣಗಳು ಸೇರಿವೆ. bbox=[194, 1304, 326, 1334]
bed-dateline: ಹಾರೂಗೇರಿ: bbox=[482, 798, 507, 805]
lead-photo bbox=[330, 382, 655, 514]
